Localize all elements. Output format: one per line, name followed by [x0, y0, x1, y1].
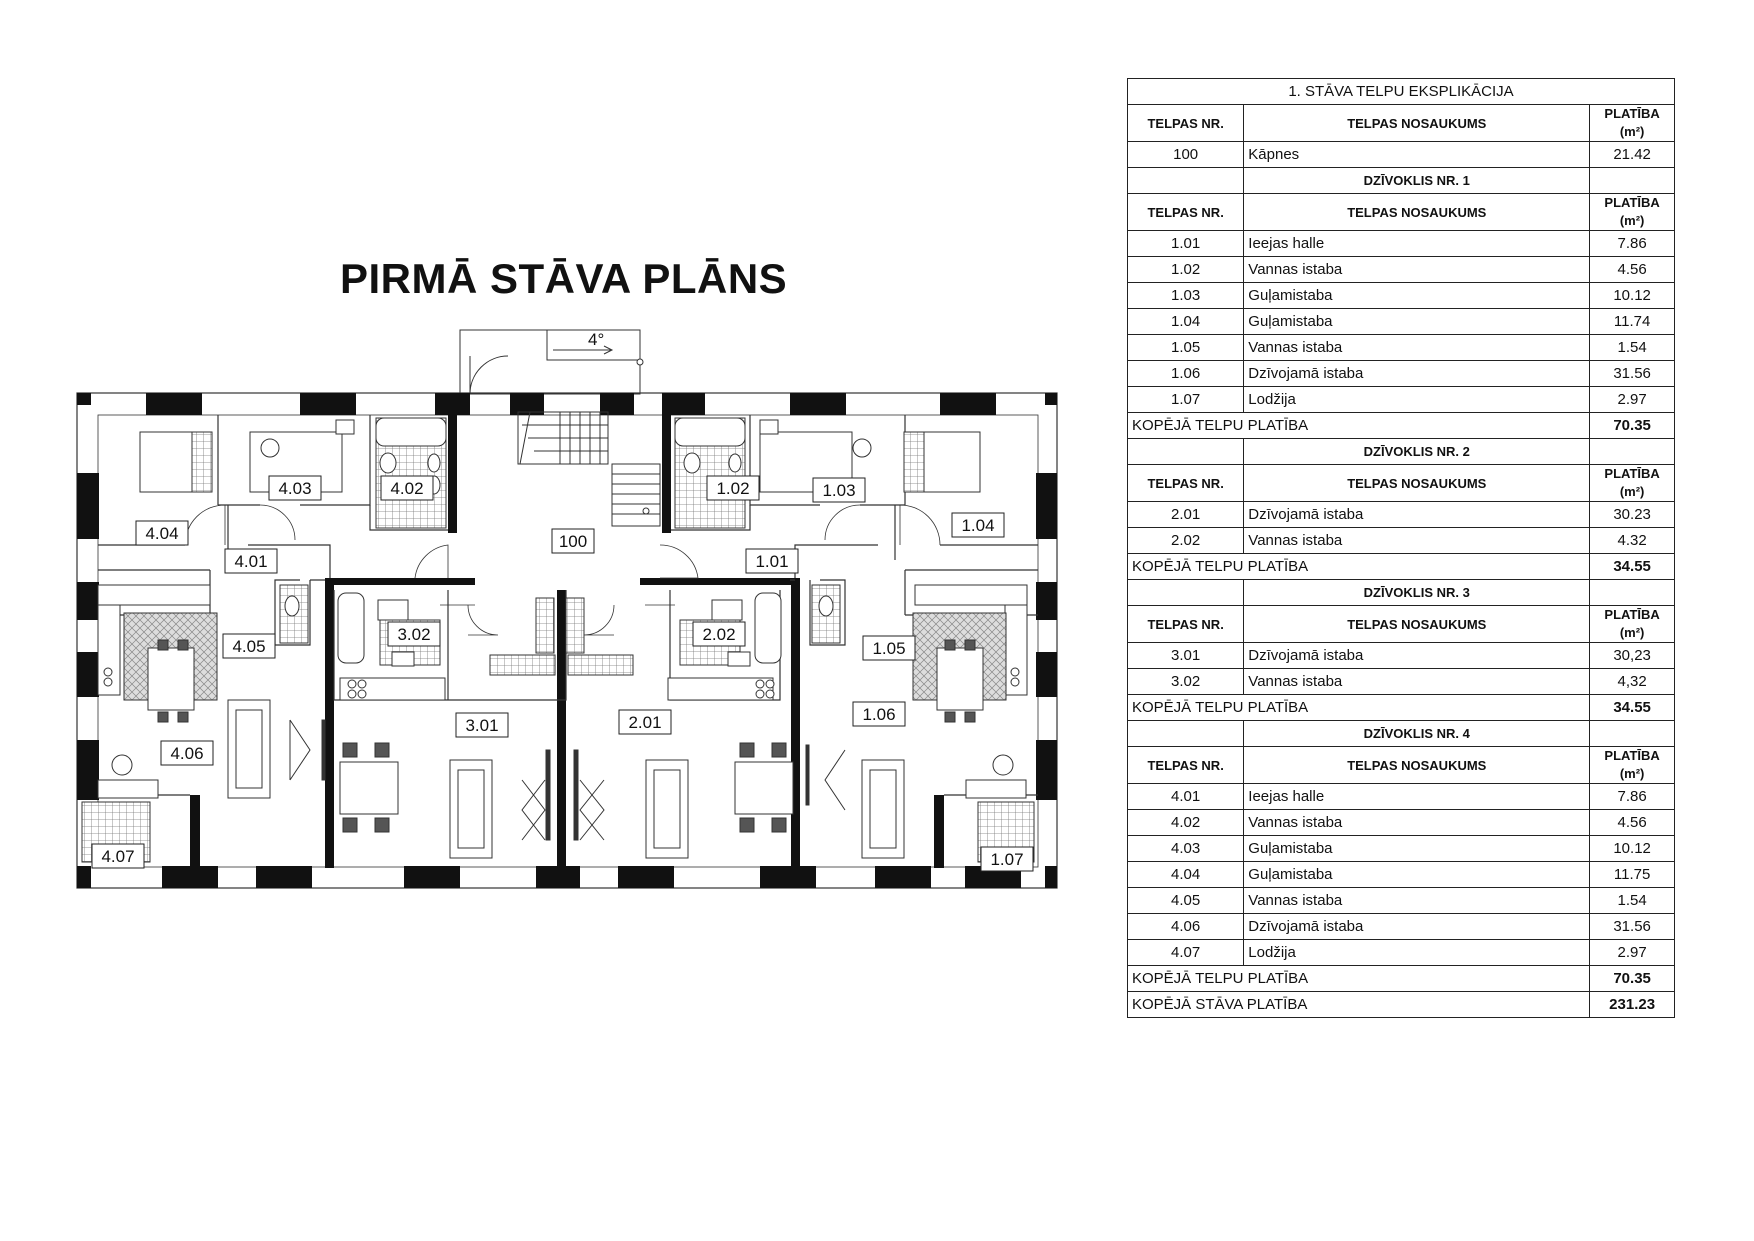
- room-area: 7.86: [1590, 231, 1675, 257]
- apartment-group-row: [1128, 168, 1675, 194]
- room-name: Lodžija: [1244, 940, 1590, 966]
- header-area-label: PLATĪBA: [1604, 748, 1660, 763]
- group-spacer: [1590, 721, 1675, 747]
- room-area: 4,32: [1590, 669, 1675, 695]
- total-value: 70.35: [1590, 413, 1675, 439]
- room-nr: 4.02: [1128, 810, 1244, 836]
- room-label: 1.01: [755, 552, 789, 571]
- total-value: 70.35: [1590, 966, 1675, 992]
- room-name: Guļamistaba: [1244, 283, 1590, 309]
- room-area: 11.74: [1590, 309, 1675, 335]
- table-row: [1128, 309, 1675, 335]
- table-row: [1128, 888, 1675, 914]
- room-area: 11.75: [1590, 862, 1675, 888]
- room-area: 2.97: [1590, 387, 1675, 413]
- room-area: 7.86: [1590, 784, 1675, 810]
- apartment-name: DZĪVOKLIS NR. 3: [1244, 580, 1590, 606]
- header-area: [1590, 606, 1675, 643]
- header-name: TELPAS NOSAUKUMS: [1244, 606, 1590, 643]
- room-label: 2.02: [702, 625, 736, 644]
- room-nr: 4.07: [1128, 940, 1244, 966]
- table-header-row: [1128, 606, 1675, 643]
- table-row: [1128, 914, 1675, 940]
- header-name: TELPAS NOSAUKUMS: [1244, 194, 1590, 231]
- apartment-group-row: [1128, 721, 1675, 747]
- group-spacer: [1128, 439, 1244, 465]
- room-area: 2.97: [1590, 940, 1675, 966]
- header-area-unit: (m²): [1619, 625, 1645, 640]
- room-nr: 2.01: [1128, 502, 1244, 528]
- room-nr: 1.01: [1128, 231, 1244, 257]
- room-label: 3.02: [397, 625, 431, 644]
- room-nr: 4.05: [1128, 888, 1244, 914]
- room-label: 4.03: [278, 479, 312, 498]
- room-name: Dzīvojamā istaba: [1244, 914, 1590, 940]
- room-label: 2.01: [628, 713, 662, 732]
- room-nr: 1.05: [1128, 335, 1244, 361]
- room-name: Vannas istaba: [1244, 888, 1590, 914]
- table-row: [1128, 502, 1675, 528]
- room-name: Dzīvojamā istaba: [1244, 643, 1590, 669]
- plan-title: PIRMĀ STĀVA PLĀNS: [340, 255, 788, 302]
- header-area-label: PLATĪBA: [1604, 466, 1660, 481]
- group-spacer: [1128, 721, 1244, 747]
- table-row: [1128, 643, 1675, 669]
- table-row: [1128, 257, 1675, 283]
- room-name: Dzīvojamā istaba: [1244, 361, 1590, 387]
- floor-total-label: KOPĒJĀ STĀVA PLATĪBA: [1128, 992, 1590, 1018]
- table-row: [1128, 862, 1675, 888]
- room-name: Vannas istaba: [1244, 528, 1590, 554]
- room-nr: 4.06: [1128, 914, 1244, 940]
- header-area-unit: (m²): [1619, 766, 1645, 781]
- table-row: [1128, 231, 1675, 257]
- room-label: 4.07: [101, 847, 135, 866]
- room-label: 100: [558, 532, 588, 551]
- header-area: [1590, 465, 1675, 502]
- table-row: [1128, 142, 1675, 168]
- table-title: 1. STĀVA TELPU EKSPLIKĀCIJA: [1128, 79, 1675, 105]
- header-area-label: PLATĪBA: [1604, 607, 1660, 622]
- apartment-name: DZĪVOKLIS NR. 1: [1244, 168, 1590, 194]
- room-nr: 1.07: [1128, 387, 1244, 413]
- room-area: 4.56: [1590, 257, 1675, 283]
- room-nr: 1.06: [1128, 361, 1244, 387]
- table-row: [1128, 361, 1675, 387]
- room-label: 4.01: [234, 552, 268, 571]
- floor-total-row: [1128, 992, 1675, 1018]
- header-area: [1590, 105, 1675, 142]
- room-area: 1.54: [1590, 335, 1675, 361]
- room-nr: 4.01: [1128, 784, 1244, 810]
- apartment-name: DZĪVOKLIS NR. 2: [1244, 439, 1590, 465]
- table-row: [1128, 810, 1675, 836]
- room-nr: 3.01: [1128, 643, 1244, 669]
- room-label: 1.07: [990, 850, 1024, 869]
- room-label: 4.02: [390, 479, 424, 498]
- room-nr: 2.02: [1128, 528, 1244, 554]
- room-area: 30.23: [1590, 502, 1675, 528]
- room-label: 4.06: [170, 744, 204, 763]
- room-name: Kāpnes: [1244, 142, 1590, 168]
- room-name: Guļamistaba: [1244, 309, 1590, 335]
- total-label: KOPĒJĀ TELPU PLATĪBA: [1128, 966, 1590, 992]
- room-name: Lodžija: [1244, 387, 1590, 413]
- room-name: Guļamistaba: [1244, 836, 1590, 862]
- room-name: Vannas istaba: [1244, 335, 1590, 361]
- header-area-label: PLATĪBA: [1604, 106, 1660, 121]
- room-label: 1.04: [961, 516, 995, 535]
- header-nr: TELPAS NR.: [1128, 747, 1244, 784]
- apartment-total-row: [1128, 554, 1675, 580]
- room-label: 3.01: [465, 716, 499, 735]
- room-area: 30,23: [1590, 643, 1675, 669]
- table-title-row: [1128, 79, 1675, 105]
- header-area-label: PLATĪBA: [1604, 195, 1660, 210]
- room-name: Vannas istaba: [1244, 257, 1590, 283]
- room-name: Dzīvojamā istaba: [1244, 502, 1590, 528]
- header-nr: TELPAS NR.: [1128, 105, 1244, 142]
- room-label: 4.05: [232, 637, 266, 656]
- room-name: Ieejas halle: [1244, 784, 1590, 810]
- header-name: TELPAS NOSAUKUMS: [1244, 465, 1590, 502]
- room-label: 1.06: [862, 705, 896, 724]
- table-header-row: [1128, 747, 1675, 784]
- room-name: Guļamistaba: [1244, 862, 1590, 888]
- total-value: 34.55: [1590, 554, 1675, 580]
- staircase: [518, 412, 660, 526]
- total-label: KOPĒJĀ TELPU PLATĪBA: [1128, 413, 1590, 439]
- room-name: Vannas istaba: [1244, 669, 1590, 695]
- table-row: [1128, 784, 1675, 810]
- room-area: 1.54: [1590, 888, 1675, 914]
- group-spacer: [1590, 580, 1675, 606]
- table-row: [1128, 528, 1675, 554]
- room-area: 10.12: [1590, 836, 1675, 862]
- room-nr: 4.04: [1128, 862, 1244, 888]
- header-area: [1590, 194, 1675, 231]
- room-nr: 4.03: [1128, 836, 1244, 862]
- header-nr: TELPAS NR.: [1128, 194, 1244, 231]
- header-area-unit: (m²): [1619, 484, 1645, 499]
- room-name: Ieejas halle: [1244, 231, 1590, 257]
- table-header-row: [1128, 105, 1675, 142]
- room-nr: 1.04: [1128, 309, 1244, 335]
- room-label: 4.04: [145, 524, 179, 543]
- header-area-unit: (m²): [1619, 124, 1645, 139]
- apartment-group-row: [1128, 580, 1675, 606]
- ramp-label: 4°: [588, 330, 605, 349]
- table-row: [1128, 387, 1675, 413]
- table-row: [1128, 335, 1675, 361]
- room-area: 4.32: [1590, 528, 1675, 554]
- header-nr: TELPAS NR.: [1128, 606, 1244, 643]
- header-nr: TELPAS NR.: [1128, 465, 1244, 502]
- room-nr: 3.02: [1128, 669, 1244, 695]
- room-area: 21.42: [1590, 142, 1675, 168]
- table-row: [1128, 940, 1675, 966]
- apartment-total-row: [1128, 966, 1675, 992]
- room-nr: 1.03: [1128, 283, 1244, 309]
- table-header-row: [1128, 465, 1675, 502]
- header-name: TELPAS NOSAUKUMS: [1244, 747, 1590, 784]
- room-nr: 100: [1128, 142, 1244, 168]
- header-name: TELPAS NOSAUKUMS: [1244, 105, 1590, 142]
- group-spacer: [1590, 168, 1675, 194]
- room-area: 4.56: [1590, 810, 1675, 836]
- apartment-total-row: [1128, 413, 1675, 439]
- group-spacer: [1128, 580, 1244, 606]
- group-spacer: [1590, 439, 1675, 465]
- bottom-wall-piers: [77, 866, 1057, 888]
- room-area: 31.56: [1590, 361, 1675, 387]
- room-area: 10.12: [1590, 283, 1675, 309]
- total-value: 34.55: [1590, 695, 1675, 721]
- total-label: KOPĒJĀ TELPU PLATĪBA: [1128, 554, 1590, 580]
- room-schedule-table: [1127, 78, 1675, 1018]
- apartment-group-row: [1128, 439, 1675, 465]
- table-row: [1128, 669, 1675, 695]
- header-area: [1590, 747, 1675, 784]
- table-row: [1128, 283, 1675, 309]
- room-name: Vannas istaba: [1244, 810, 1590, 836]
- entrance-ramp: [460, 330, 643, 394]
- room-label: 1.02: [716, 479, 750, 498]
- floor-total-value: 231.23: [1590, 992, 1675, 1018]
- table-header-row: [1128, 194, 1675, 231]
- total-label: KOPĒJĀ TELPU PLATĪBA: [1128, 695, 1590, 721]
- group-spacer: [1128, 168, 1244, 194]
- room-area: 31.56: [1590, 914, 1675, 940]
- table-row: [1128, 836, 1675, 862]
- room-label: 1.05: [872, 639, 906, 658]
- room-nr: 1.02: [1128, 257, 1244, 283]
- apartment-name: DZĪVOKLIS NR. 4: [1244, 721, 1590, 747]
- header-area-unit: (m²): [1619, 213, 1645, 228]
- apartment-total-row: [1128, 695, 1675, 721]
- room-label: 1.03: [822, 481, 856, 500]
